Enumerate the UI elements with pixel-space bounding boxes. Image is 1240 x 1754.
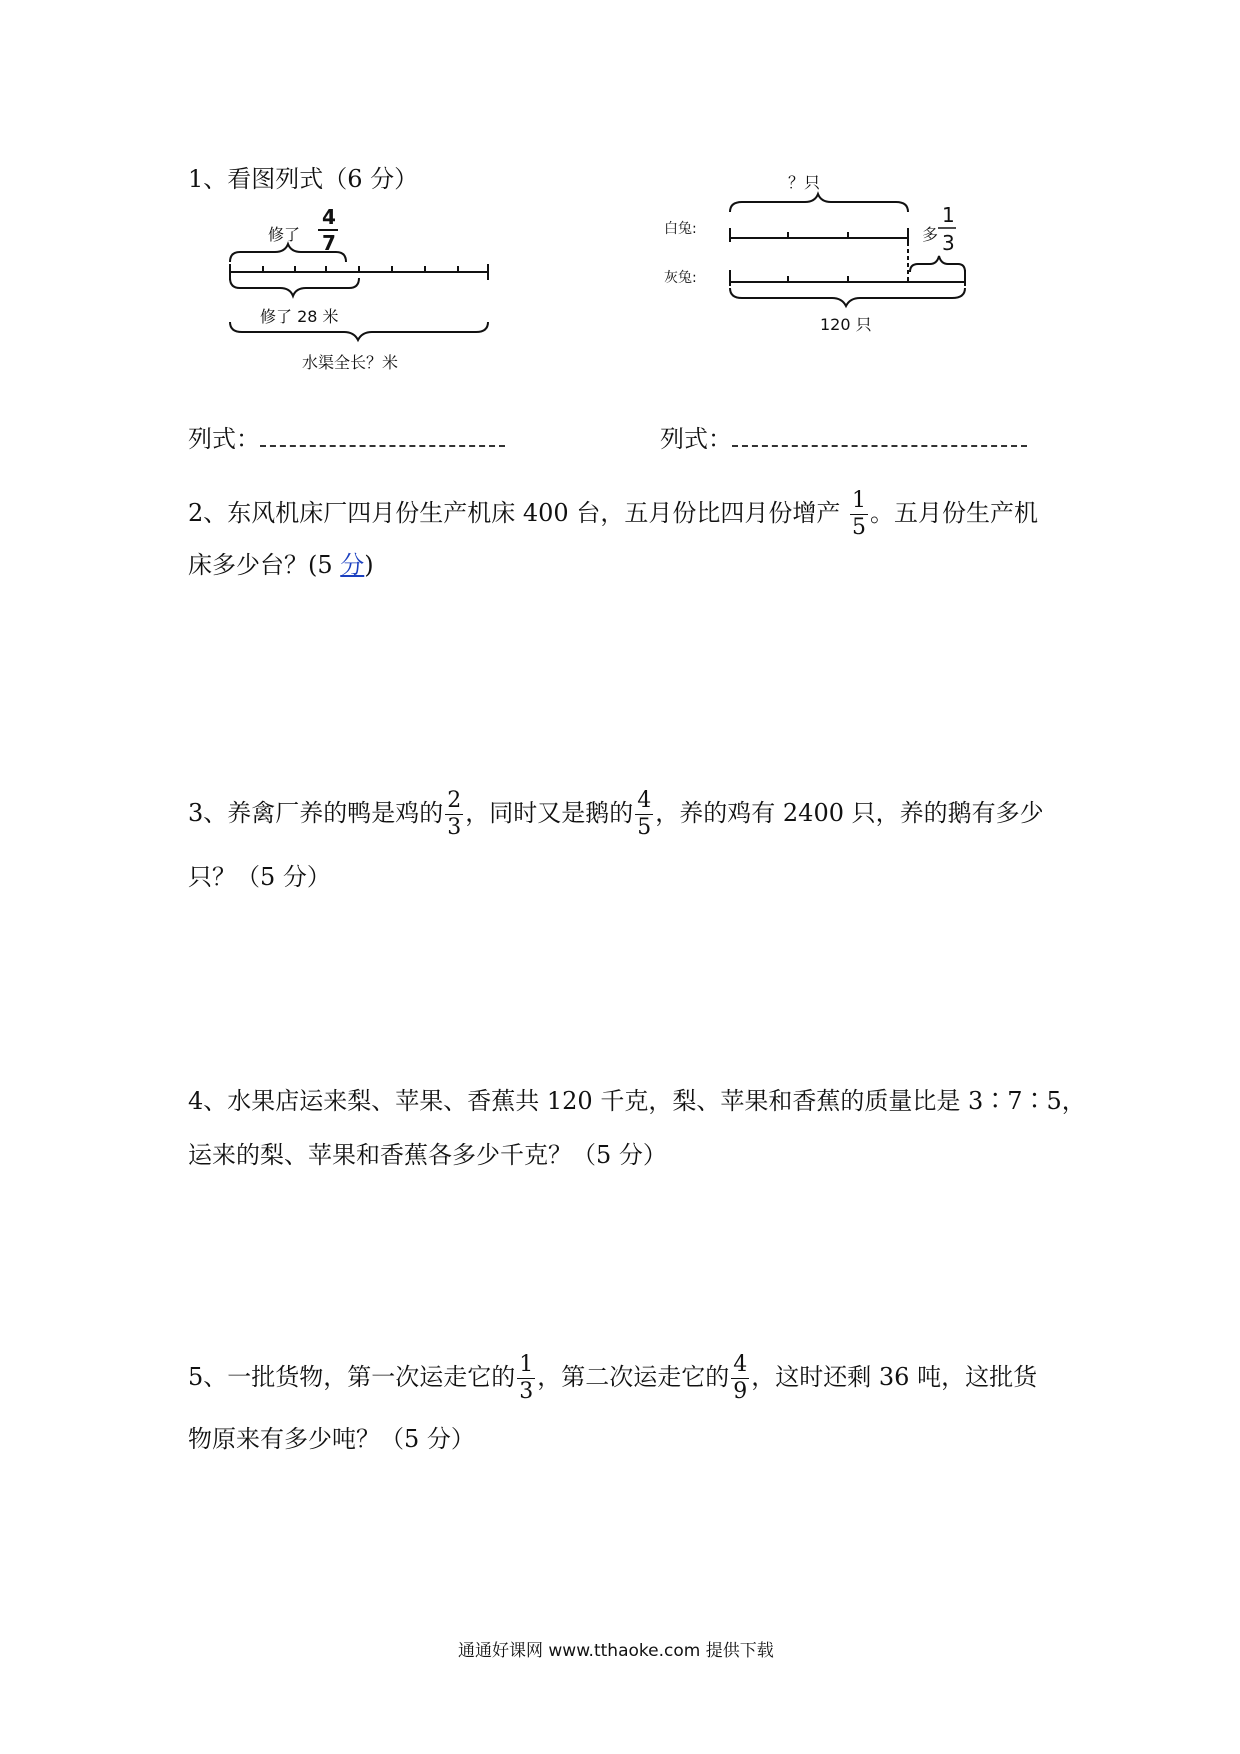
q2-line1 [188,490,1038,539]
q5-fraction-2: $\frac{4}{9}$ [733,1352,748,1404]
q2-points-link[interactable]: 分 [340,551,365,579]
left-bottom-label: 水渠全长？米 [302,353,399,372]
more-frac-num: 1 [942,203,955,227]
q2-line2-text: 床多少台？(5 [188,551,341,579]
formula-left [188,420,505,458]
more-label: 多 [922,225,939,244]
formula-right-label: 列式： [660,425,732,453]
left-mid-label: 修了 28 米 [260,307,339,326]
answer-line-left[interactable] [260,437,505,447]
answer-line-right[interactable] [732,437,1027,447]
q3-fraction-1: $\frac{2}{3}$ [447,788,462,840]
footer-text: 通通好课网 www.tthaoke.com 提供下载 [458,1641,774,1661]
more-frac-den: 3 [942,231,955,255]
q3-line1: 3、养禽厂养的鸭是鸡的 $\frac{2}{3}$ ，同时又是鹅的 $\frac{4}{5}$ ，养的鸡有 2400 只，养的鹅有多少 [188,788,1044,840]
row-gray-label: 灰兔: [664,270,697,286]
mid-brace [230,278,359,296]
q2-text-b: 。五月份生产机 [869,499,1038,527]
top-brace [730,194,908,212]
formula-right [660,420,1027,458]
left-top-label: 修了 [268,225,301,244]
formula-left-label: 列式： [188,425,260,453]
bottom-brace [730,288,965,306]
q1-right-diagram [660,170,980,340]
q5-line1: 5、一批货物，第一次运走它的 $\frac{1}{3}$ ，第二次运走它的 $\frac{4}{9}$ ，这时还剩 36 吨，这批货 [188,1352,1038,1404]
right-top-label: ？只 [788,173,821,192]
q2-fraction: $\frac{1}{5}$ [851,488,866,540]
left-frac-num: 4 [322,205,336,229]
q5-line2: 物原来有多少吨？（5 分） [188,1425,475,1453]
q3-line2: 只？（5 分） [188,863,331,891]
q2-text-a: 2、东风机床厂四月份生产机床 400 台，五月份比四月份增产 [188,499,841,527]
q1-left-diagram [220,200,520,410]
right-bottom-label: 120 只 [820,315,872,334]
q1-title: 1、看图列式（6 分） [188,165,419,193]
q3-fraction-2: $\frac{4}{5}$ [637,788,652,840]
extra-brace [910,256,965,272]
row-white-label: 白兔: [664,221,697,237]
q4-line1: 4、水果店运来梨、苹果、香蕉共 120 千克，梨、苹果和香蕉的质量比是 3∶7∶5， [188,1087,1086,1115]
q5-fraction-1: $\frac{1}{3}$ [519,1352,534,1404]
q2-line2: 床多少台？(5 分) [188,551,374,579]
q4-line2: 运来的梨、苹果和香蕉各多少千克？（5 分） [188,1141,667,1169]
left-frac-den: 7 [322,231,336,255]
